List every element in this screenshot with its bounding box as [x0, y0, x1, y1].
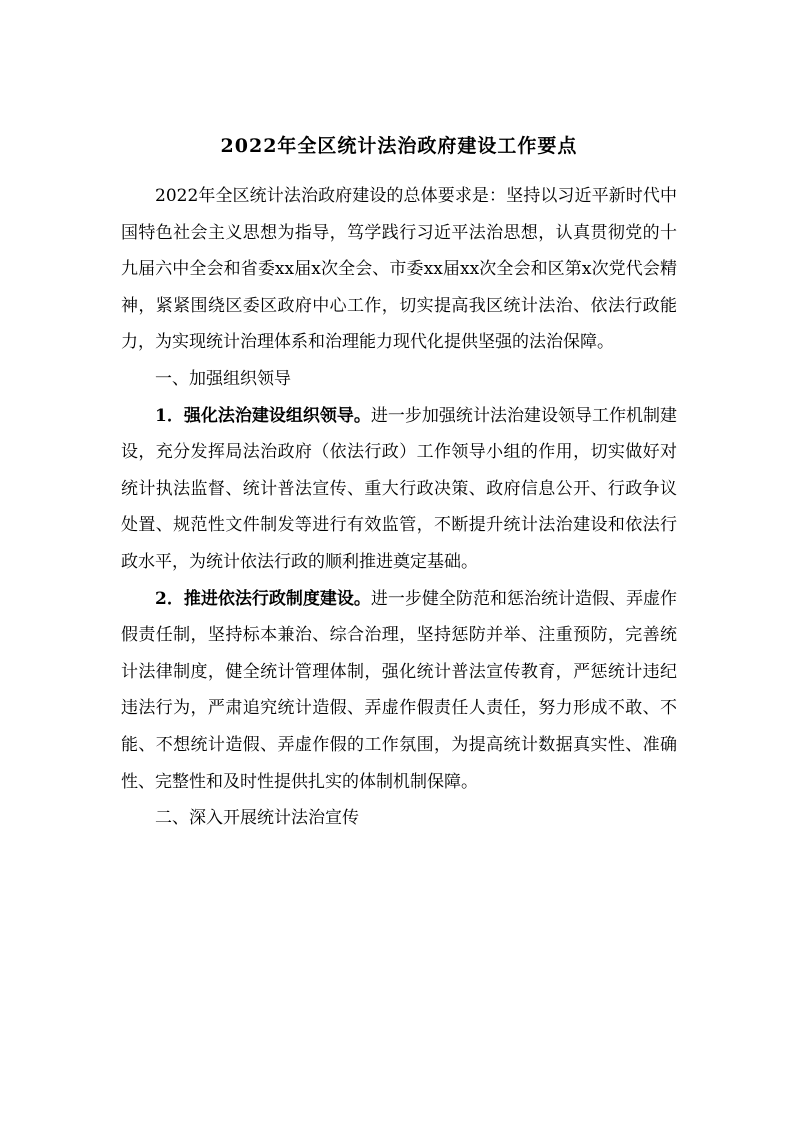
- item-lead-1: 1．强化法治建设组织领导。: [155, 405, 371, 426]
- item-paragraph-1: [121, 398, 677, 581]
- document-title: 2022年全区统计法治政府建设工作要点: [220, 135, 578, 157]
- item-text-1: 进一步加强统计法治建设领导工作机制建设，充分发挥局法治政府（依法行政）工作领导小组的作用，切实做好对统计执法监督、统计普法宣传、重大行政决策、政府信息公开、行政争议处置、规范性文件制发等进行有效监管，不断提升统计法治建设和依法行政水平，为统计依法行政的顺利推进奠定基础。: [121, 405, 678, 572]
- item-text-2: 进一步健全防范和惩治统计造假、弄虚作假责任制，坚持标本兼治、综合治理，坚持惩防并举、注重预防，完善统计法律制度，健全统计管理体制，强化统计普法宣传教育，严惩统计违纪违法行为，严肃追究统计造假、弄虚作假责任人责任，努力形成不敢、不能、不想统计造假、弄虚作假的工作氛围，为提高统计数据真实性、准确性、完整性和及时性提供扎实的体制机制保障。: [121, 588, 678, 792]
- item-lead-2: 2．推进依法行政制度建设。: [155, 588, 371, 609]
- section-heading-2: 二、深入开展统计法治宣传: [155, 808, 359, 829]
- item-paragraph-2: [121, 581, 677, 801]
- section-heading-1: 一、加强组织领导: [155, 368, 291, 389]
- intro-paragraph: 2022年全区统计法治政府建设的总体要求是：坚持以习近平新时代中国特色社会主义思想为指导，笃学践行习近平法治思想，认真贯彻党的十九届六中全会和省委xx届x次全会、市委xx届xx次全会和区第x次党代会精神，紧紧围绕区委区政府中心工作，切实提高我区统计法治、依法行政能力，为实现统计治理体系和治理能力现代化提供坚强的法治保障。: [121, 186, 677, 353]
